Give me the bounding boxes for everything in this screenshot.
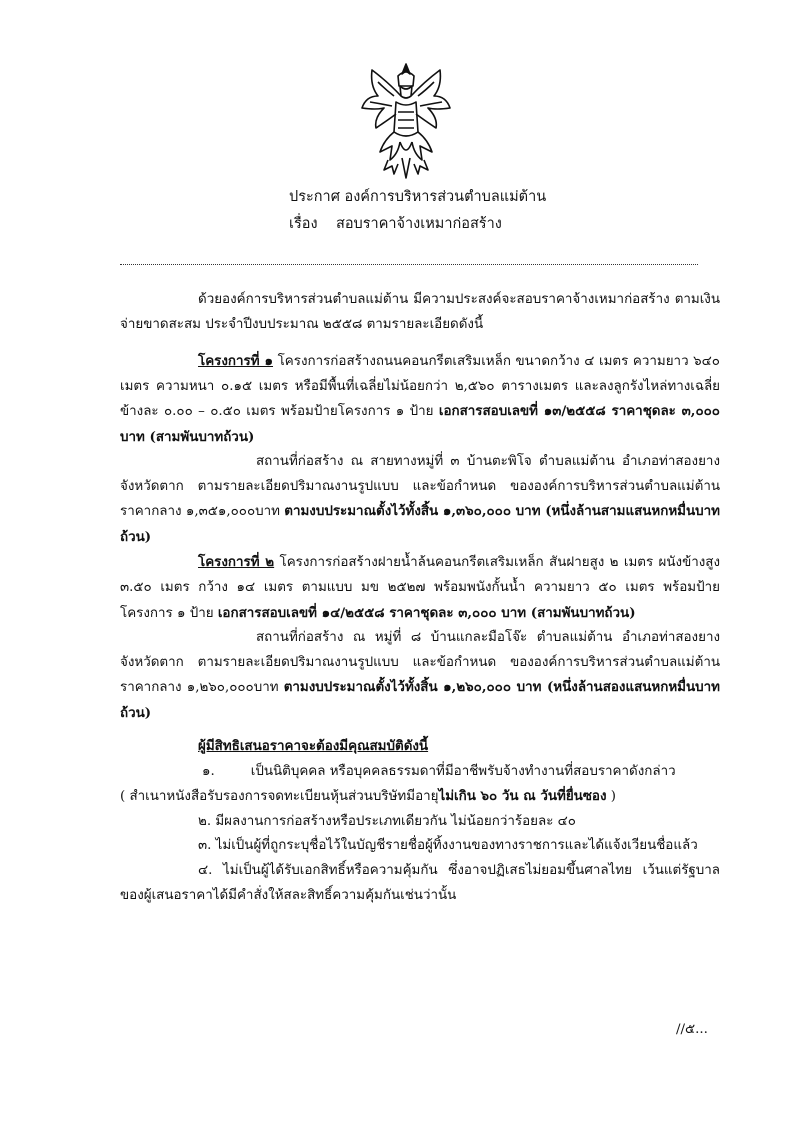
subject-label: เรื่อง xyxy=(289,216,318,232)
qualifications-heading-line xyxy=(120,734,720,760)
project2-label: โครงการที่ ๒ xyxy=(198,554,275,571)
note-emphasis: ไม่เกิน ๖๐ วัน ณ วันที่ยื่นซอง xyxy=(438,788,607,805)
qualification-item-2: ๒. มีผลงานการก่อสร้างหรือประเภทเดียวกัน ไม่น้อยกว่าร้อยละ ๔๐ xyxy=(198,813,576,829)
announcement-body xyxy=(120,288,720,908)
note-prefix: ( สำเนาหนังสือรับรองการจดทะเบียนหุ้นส่วนบริษัทมีอายุ xyxy=(120,789,439,805)
project1-location: สถานที่ก่อสร้าง ณ สายทางหมู่ที่ ๓ บ้านตะพิโจ ตำบลแม่ต้าน อำเภอท่าสองยาง จังหวัดตาก ตามรายละเอียดปริมาณงานรูปแบบ และข้อกำหนด ขององค์การบริหารส่วนตำบลแม่ต้าน ราคากลาง ๑,๓๕๑,๐๐๐บาท xyxy=(120,454,720,520)
project2-doc-price: เอกสารสอบเลขที่ ๑๔/๒๕๕๘ ราคาชุดละ ๓,๐๐๐ บาท (สามพันบาทถ้วน) xyxy=(217,604,636,621)
project1-paragraph xyxy=(120,349,720,450)
note-suffix: ) xyxy=(606,789,616,805)
project2-desc: โครงการก่อสร้างฝายน้ำล้นคอนกรีตเสริมเหล็ก สันฝายสูง ๒ เมตร ผนังข้างสูง ๓.๕๐ เมตร กว้าง ๑๔ เมตร ตามแบบ มข ๒๕๒๗ พร้อมพนังกั้นน้ำ ความยาว ๕๐ เมตร พร้อมป้ายโครงการ ๑ ป้าย xyxy=(120,555,721,621)
project2-budget: ตามงบประมาณตั้งไว้ทั้งสิ้น ๑,๒๖๐,๐๐๐ บาท (หนึ่งล้านสองแสนหกหมื่นบาทถ้วน) xyxy=(120,679,720,721)
project2-location-paragraph xyxy=(120,626,720,726)
subject-value: สอบราคาจ้างเหมาก่อสร้าง xyxy=(336,216,502,232)
project2-paragraph xyxy=(120,550,720,626)
continued-page-marker: //๕... xyxy=(676,1022,708,1037)
announcement-title: ประกาศ องค์การบริหารส่วนตำบลแม่ต้าน xyxy=(289,189,547,205)
project2-location: สถานที่ก่อสร้าง ณ หมู่ที่ ๘ บ้านแกละมือโจ๊ะ ตำบลแม่ต้าน อำเภอท่าสองยาง จังหวัดตาก ตามรายละเอียดปริมาณงานรูปแบบ และข้อกำหนด ขององค์การบริหารส่วนตำบลแม่ต้าน ราคากลาง ๑,๒๖๐,๐๐๐บาท xyxy=(120,630,720,696)
qualifications-heading: ผู้มีสิทธิเสนอราคาจะต้องมีคุณสมบัติดังนี้ xyxy=(198,738,429,755)
project1-desc: โครงการก่อสร้างถนนคอนกรีตเสริมเหล็ก ขนาดกว้าง ๔ เมตร ความยาว ๖๔๐ เมตร ความหนา ๐.๑๕ เมตร หรือมีพื้นที่เฉลี่ยไม่น้อยกว่า ๒,๕๖๐ ตารางเมตร และลงลูกรังไหล่ทางเฉลี่ยข้างละ ๐.๐๐ – ๐.๕๐ เมตร พร้อมป้ายโครงการ ๑ ป้าย xyxy=(120,354,720,420)
qualification-item-1-note xyxy=(120,784,720,810)
qualification-item-1-number: ๑. xyxy=(202,763,215,779)
qualification-item-1-text: เป็นนิติบุคคล หรือบุคคลธรรมดาที่มีอาชีพรับจ้างทำงานที่สอบราคาดังกล่าว xyxy=(250,763,676,779)
garuda-emblem-icon xyxy=(358,62,454,180)
qualification-item-4: ๔. ไม่เป็นผู้ได้รับเอกสิทธิ์หรือความคุ้มกัน ซึ่งอาจปฏิเสธไม่ยอมขึ้นศาลไทย เว้นแต่รัฐบาลของผู้เสนอราคาได้มีคำสั่งให้สละสิทธิ์ความคุ้มกันเช่นว่านั้น xyxy=(120,863,720,903)
project1-label: โครงการที่ ๑ xyxy=(198,353,274,370)
intro-paragraph: ด้วยองค์การบริหารส่วนตำบลแม่ต้าน มีความประสงค์จะสอบราคาจ้างเหมาก่อสร้าง ตามเงินจ่ายขาดสะสม ประจำปีงบประมาณ ๒๕๕๘ ตามรายละเอียดดังนี้ xyxy=(120,292,720,332)
project1-doc-price: เอกสารสอบเลขที่ ๑๓/๒๕๕๘ ราคาชุดละ ๓,๐๐๐ บาท (สามพันบาทถ้วน) xyxy=(120,403,720,445)
project1-location-paragraph xyxy=(120,450,720,550)
dotted-divider xyxy=(120,264,698,265)
qualification-item-3: ๓. ไม่เป็นผู้ที่ถูกระบุชื่อไว้ในบัญชีรายชื่อผู้ทิ้งงานของทางราชการและได้แจ้งเวียนชื่อแล้ว xyxy=(198,838,698,854)
project1-budget: ตามงบประมาณตั้งไว้ทั้งสิ้น ๑,๓๖๐,๐๐๐ บาท (หนึ่งล้านสามแสนหกหมื่นบาทถ้วน) xyxy=(120,503,720,545)
qualification-item-1 xyxy=(120,760,720,785)
